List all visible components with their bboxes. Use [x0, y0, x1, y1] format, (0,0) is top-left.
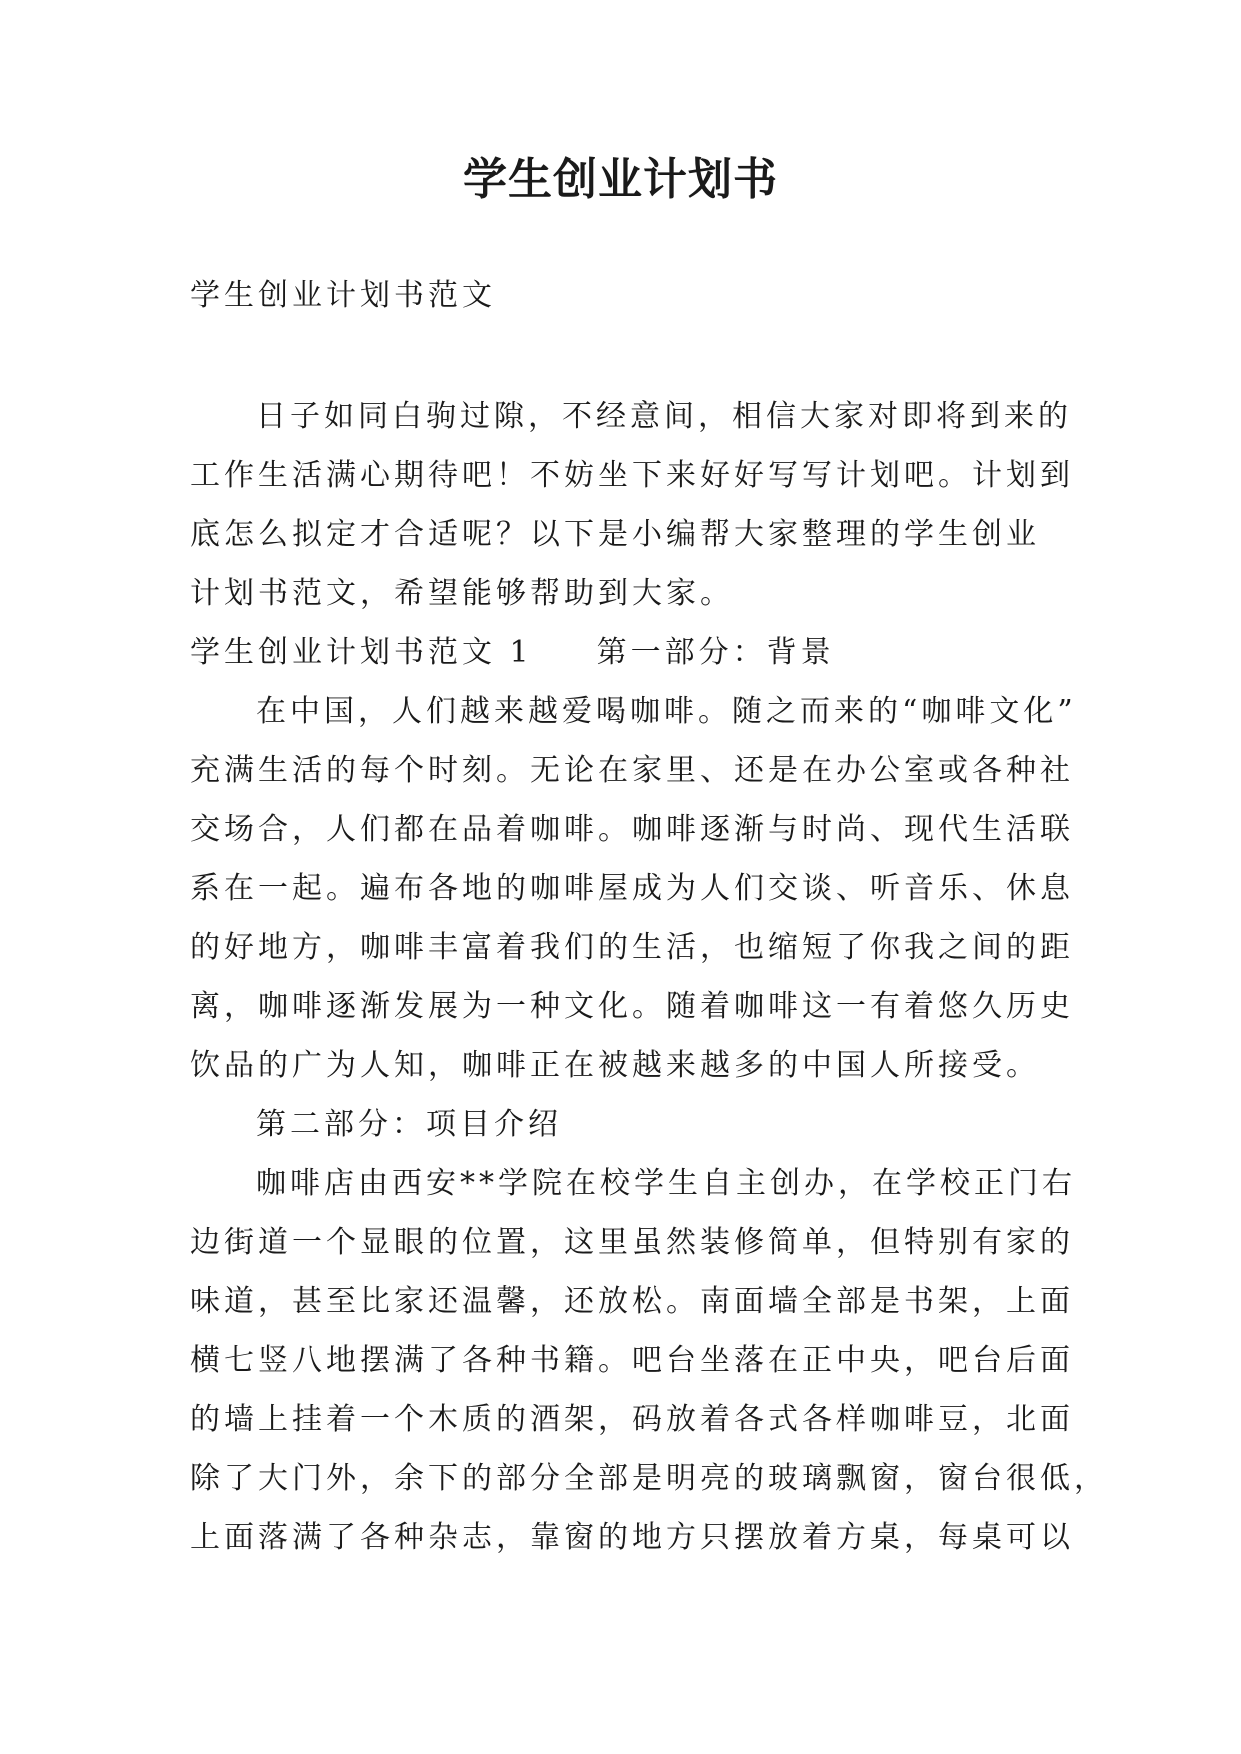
intro-line-2: 工作生活满心期待吧！不妨坐下来好好写写计划吧。计划到 [190, 458, 1074, 493]
part-2-line-6: 除了大门外，余下的部分全部是明亮的玻璃飘窗，窗台很低， [190, 1461, 1108, 1496]
part-1-line-4: 系在一起。遍布各地的咖啡屋成为人们交谈、听音乐、休息 [190, 871, 1074, 906]
part-2-line-5: 的墙上挂着一个木质的酒架，码放着各式各样咖啡豆，北面 [190, 1402, 1074, 1437]
part-1-heading: 第一部分：背景 [596, 635, 835, 670]
part-2-line-1: 咖啡店由西安**学院在校学生自主创办，在学校正门右 [256, 1166, 1076, 1201]
part-1-line-5: 的好地方，咖啡丰富着我们的生活，也缩短了你我之间的距 [190, 930, 1074, 965]
part-2-heading: 第二部分：项目介绍 [256, 1107, 562, 1142]
part-2-line-3: 味道，甚至比家还温馨，还放松。南面墙全部是书架，上面 [190, 1284, 1074, 1319]
document-title: 学生创业计划书 [463, 154, 778, 205]
document-subtitle: 学生创业计划书范文 [190, 278, 496, 313]
part-1-line-6: 离，咖啡逐渐发展为一种文化。随着咖啡这一有着悠久历史 [190, 989, 1074, 1024]
part-1-line-7: 饮品的广为人知，咖啡正在被越来越多的中国人所接受。 [190, 1048, 1040, 1083]
document-body [190, 266, 1108, 1567]
section-1-heading-line [190, 623, 1050, 682]
part-1-line-3: 交场合，人们都在品着咖啡。咖啡逐渐与时尚、现代生活联 [190, 812, 1074, 847]
intro-line-1: 日子如同白驹过隙，不经意间，相信大家对即将到来的 [256, 399, 1072, 434]
part-1-line-2: 充满生活的每个时刻。无论在家里、还是在办公室或各种社 [190, 753, 1074, 788]
intro-line-4: 计划书范文，希望能够帮助到大家。 [190, 576, 734, 611]
section-1-label: 学生创业计划书范文 1 [190, 635, 533, 670]
part-2-line-7: 上面落满了各种杂志，靠窗的地方只摆放着方桌，每桌可以 [190, 1520, 1074, 1555]
intro-line-3: 底怎么拟定才合适呢？以下是小编帮大家整理的学生创业 [190, 517, 1040, 552]
part-2-line-2: 边街道一个显眼的位置，这里虽然装修简单，但特别有家的 [190, 1225, 1074, 1260]
part-1-line-1: 在中国，人们越来越爱喝咖啡。随之而来的“咖啡文化” [256, 694, 1077, 729]
part-2-line-4: 横七竖八地摆满了各种书籍。吧台坐落在正中央，吧台后面 [190, 1343, 1074, 1378]
